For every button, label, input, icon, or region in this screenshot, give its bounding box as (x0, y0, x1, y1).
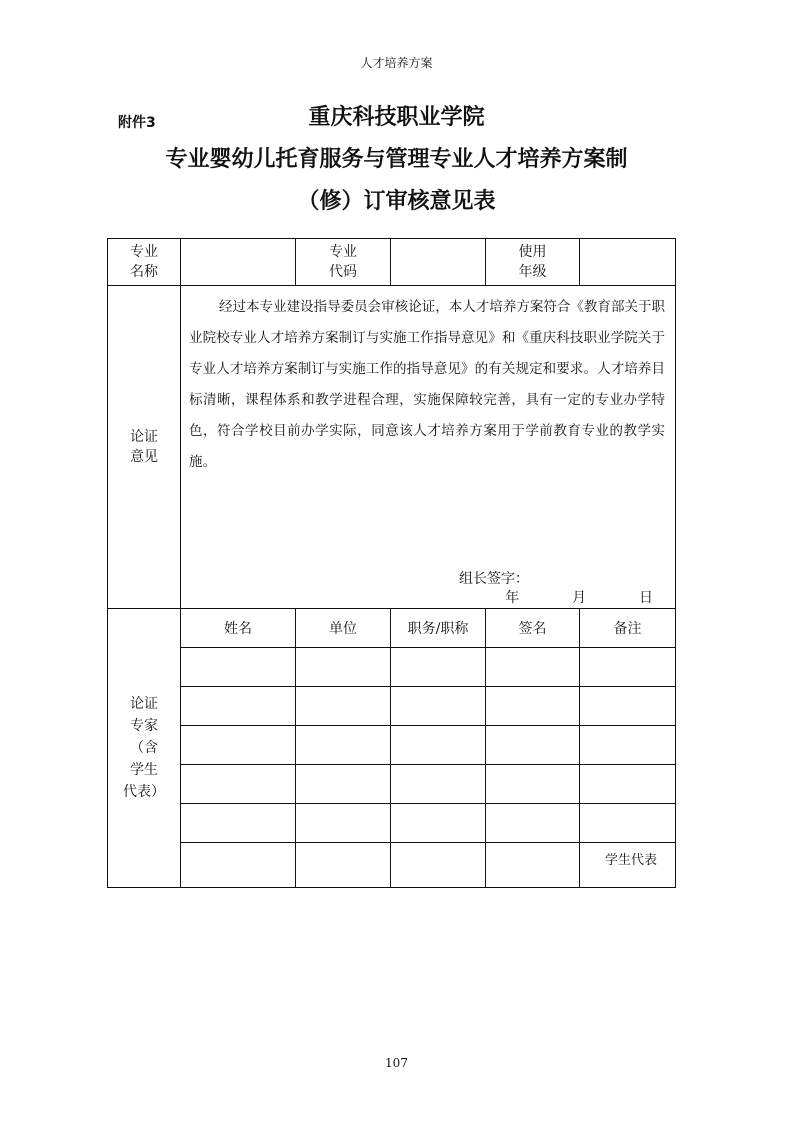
expert-unit-cell[interactable] (296, 726, 391, 765)
expert-remark-cell[interactable] (580, 726, 676, 765)
expert-signature-cell[interactable] (486, 687, 580, 726)
date-month: 月 (572, 590, 587, 606)
expert-name-cell[interactable] (181, 648, 296, 687)
review-form-table (107, 238, 676, 888)
grade-label: 使用 年级 (486, 239, 580, 286)
table-row (108, 765, 676, 804)
expert-unit-cell[interactable] (296, 804, 391, 843)
expert-signature-cell[interactable] (486, 765, 580, 804)
table-row (108, 687, 676, 726)
expert-unit-cell[interactable] (296, 648, 391, 687)
major-code-field[interactable] (391, 239, 486, 286)
expert-title-cell[interactable] (391, 648, 486, 687)
date-day: 日 (639, 590, 653, 606)
title-line-3: （修）订审核意见表 (297, 189, 496, 214)
expert-title-cell[interactable] (391, 765, 486, 804)
expert-name-cell[interactable] (181, 765, 296, 804)
column-header-signature: 签名 (486, 609, 580, 648)
signature-date (505, 587, 653, 607)
expert-signature-cell[interactable] (486, 648, 580, 687)
expert-remark-cell[interactable] (580, 648, 676, 687)
major-code-label: 专业 代码 (296, 239, 391, 286)
opinion-row (108, 286, 676, 609)
experts-label: 论证 专家 （含 学生 代表） (108, 609, 181, 888)
opinion-label: 论证 意见 (108, 286, 181, 609)
expert-name-cell[interactable] (181, 726, 296, 765)
column-header-title: 职务/职称 (391, 609, 486, 648)
expert-unit-cell[interactable] (296, 765, 391, 804)
title-line-1: 重庆科技职业学院 (308, 105, 485, 130)
expert-title-cell[interactable] (391, 804, 486, 843)
leader-signature-label: 组长签字： (459, 571, 529, 587)
column-header-name: 姓名 (181, 609, 296, 648)
table-row (108, 843, 676, 888)
opinion-cell (181, 286, 676, 609)
table-row (108, 648, 676, 687)
expert-signature-cell[interactable] (486, 843, 580, 888)
expert-remark-cell[interactable] (580, 765, 676, 804)
expert-signature-cell[interactable] (486, 804, 580, 843)
table-row (108, 726, 676, 765)
expert-signature-cell[interactable] (486, 726, 580, 765)
opinion-text: 经过本专业建设指导委员会审核论证，本人才培养方案符合《教育部关于职业院校专业人才培养方案制订与实施工作指导意见》和《重庆科技职业学院关于专业人才培养方案制订与实施工作的指导意见》的有关规定和要求。人才培养目标清晰，课程体系和教学进程合理，实施保障较完善，具有一定的专业办学特色，符合学校目前办学实际，同意该人才培养方案用于学前教育专业的教学实施。 (189, 299, 665, 470)
expert-name-cell[interactable] (181, 687, 296, 726)
page-header: 人才培养方案 (360, 56, 433, 70)
major-name-field[interactable] (181, 239, 296, 286)
expert-title-cell[interactable] (391, 726, 486, 765)
expert-title-cell[interactable] (391, 687, 486, 726)
column-header-remark: 备注 (580, 609, 676, 648)
title-line-2: 专业婴幼儿托育服务与管理专业人才培养方案制 (165, 147, 628, 172)
attachment-label: 附件3 (118, 115, 156, 131)
table-row (108, 804, 676, 843)
expert-remark-cell[interactable] (580, 804, 676, 843)
student-representative-remark: 学生代表 (580, 843, 676, 888)
major-name-label: 专业 名称 (108, 239, 181, 286)
expert-remark-cell[interactable] (580, 687, 676, 726)
date-year: 年 (505, 590, 520, 606)
expert-name-cell[interactable] (181, 843, 296, 888)
expert-unit-cell[interactable] (296, 843, 391, 888)
experts-header-row (108, 609, 676, 648)
expert-unit-cell[interactable] (296, 687, 391, 726)
page-number: 107 (385, 1056, 408, 1070)
expert-title-cell[interactable] (391, 843, 486, 888)
column-header-unit: 单位 (296, 609, 391, 648)
major-info-row (108, 239, 676, 286)
expert-name-cell[interactable] (181, 804, 296, 843)
grade-field[interactable] (580, 239, 676, 286)
